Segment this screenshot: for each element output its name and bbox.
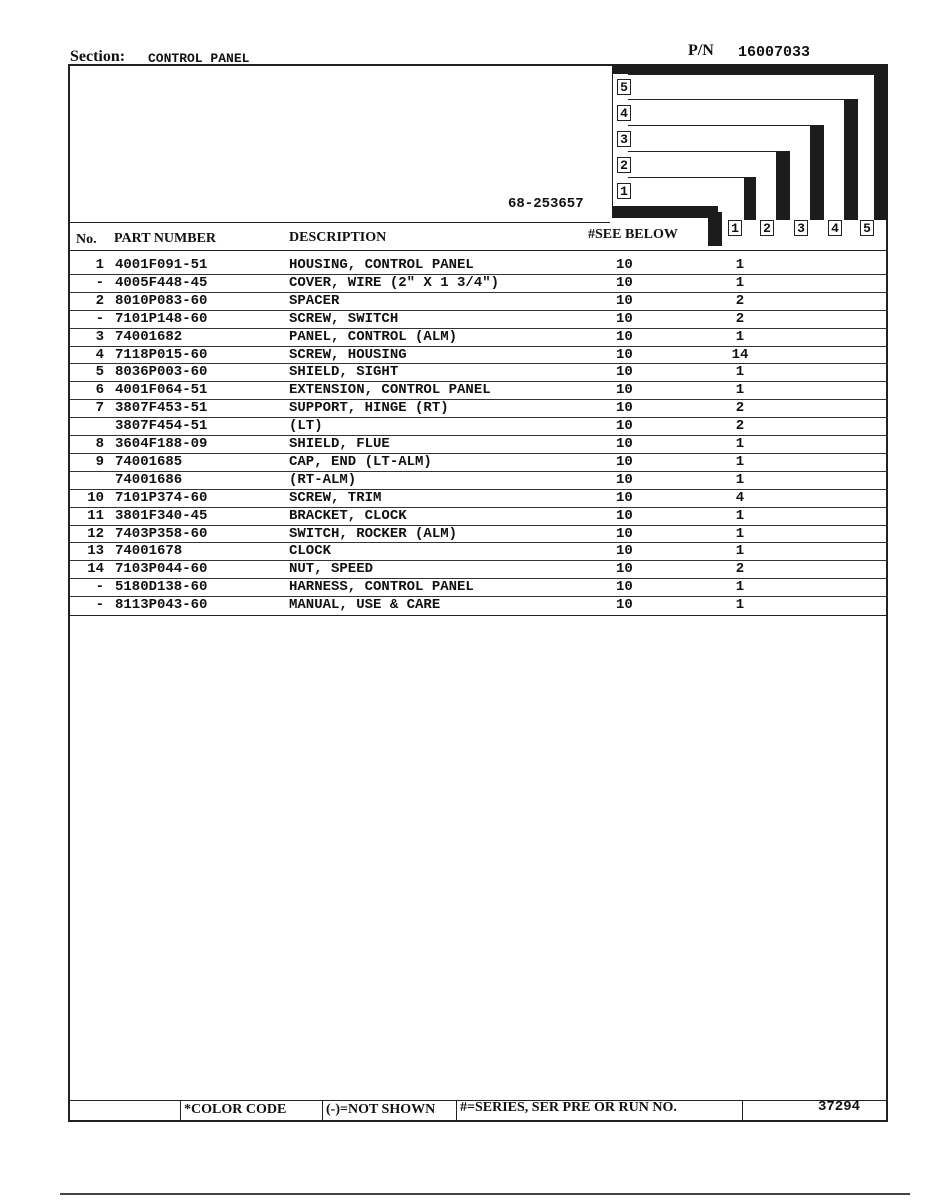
row-part-number: 4005F448-45	[115, 275, 208, 291]
table-row	[70, 579, 890, 596]
row-description: HARNESS, CONTROL PANEL	[289, 579, 474, 595]
column-box-2: 2	[760, 220, 774, 236]
row-no: -	[95, 579, 104, 595]
row-divider	[70, 292, 888, 293]
row-series: 10	[616, 490, 633, 506]
row-part-number: 7118P015-60	[115, 347, 208, 363]
row-part-number: 4001F091-51	[115, 257, 208, 273]
row-series: 10	[616, 275, 633, 291]
row-divider	[70, 417, 888, 418]
series-box-2: 2	[617, 157, 631, 173]
scan-edge-line	[60, 1193, 910, 1195]
row-divider	[70, 274, 888, 275]
row-quantity: 1	[735, 257, 745, 273]
row-part-number: 3807F454-51	[115, 418, 208, 434]
row-quantity: 1	[735, 472, 745, 488]
table-row	[70, 436, 890, 453]
row-no: 11	[87, 508, 104, 524]
row-no: -	[95, 275, 104, 291]
row-quantity: 1	[735, 508, 745, 524]
row-divider	[70, 578, 888, 579]
row-no: 9	[95, 454, 104, 470]
row-series: 10	[616, 526, 633, 542]
series-box-4: 4	[617, 105, 631, 121]
row-divider	[70, 453, 888, 454]
col-part-number: PART NUMBER	[114, 231, 217, 246]
row-divider	[70, 507, 888, 508]
row-no: 6	[95, 382, 104, 398]
row-series: 10	[616, 454, 633, 470]
column-box-5: 5	[860, 220, 874, 236]
row-no: 1	[95, 257, 104, 273]
row-divider	[70, 310, 888, 311]
row-quantity: 1	[735, 436, 745, 452]
row-series: 10	[616, 382, 633, 398]
table-row	[70, 364, 890, 381]
col-see-below: #SEE BELOW	[588, 227, 678, 242]
table-row	[70, 597, 890, 614]
row-description: HOUSING, CONTROL PANEL	[289, 257, 474, 273]
row-quantity: 2	[735, 561, 745, 577]
section-value: CONTROL PANEL	[148, 51, 250, 66]
row-description: EXTENSION, CONTROL PANEL	[289, 382, 491, 398]
row-series: 10	[616, 508, 633, 524]
row-quantity: 2	[735, 418, 745, 434]
footer-series-note: #=SERIES, SER PRE OR RUN NO.	[460, 1100, 677, 1115]
row-quantity: 1	[735, 579, 745, 595]
row-no: -	[95, 597, 104, 613]
row-series: 10	[616, 311, 633, 327]
row-series: 10	[616, 347, 633, 363]
row-part-number: 74001686	[115, 472, 183, 488]
row-quantity: 1	[735, 597, 745, 613]
row-no: 12	[87, 526, 104, 542]
row-description: CLOCK	[289, 543, 332, 559]
row-divider	[70, 435, 888, 436]
row-series: 10	[616, 329, 633, 345]
row-divider	[70, 489, 888, 490]
row-description: SWITCH, ROCKER (ALM)	[289, 526, 458, 542]
table-row	[70, 275, 890, 292]
section-label: Section:	[70, 48, 126, 65]
row-description: SCREW, SWITCH	[289, 311, 399, 327]
series-box-5: 5	[617, 79, 631, 95]
pn-value: 16007033	[738, 44, 811, 61]
row-divider	[70, 596, 888, 597]
row-divider	[70, 525, 888, 526]
row-no: -	[95, 311, 104, 327]
table-row	[70, 526, 890, 543]
table-row	[70, 347, 890, 364]
row-divider	[70, 346, 888, 347]
model-number: 68-253657	[508, 196, 584, 212]
table-row	[70, 329, 890, 346]
col-no: No.	[76, 232, 97, 247]
footer-doc-number: 37294	[818, 1099, 861, 1115]
row-no: 10	[87, 490, 104, 506]
row-no: 5	[95, 364, 104, 380]
row-no: 3	[95, 329, 104, 345]
row-quantity: 14	[731, 347, 749, 363]
row-part-number: 74001682	[115, 329, 183, 345]
row-no: 7	[95, 400, 104, 416]
table-row	[70, 400, 890, 417]
row-quantity: 2	[735, 293, 745, 309]
row-series: 10	[616, 472, 633, 488]
row-series: 10	[616, 257, 633, 273]
row-quantity: 2	[735, 311, 745, 327]
row-quantity: 1	[735, 329, 745, 345]
row-part-number: 74001678	[115, 543, 183, 559]
row-no: 8	[95, 436, 104, 452]
table-row	[70, 561, 890, 578]
footer-not-shown: (-)=NOT SHOWN	[326, 1102, 436, 1117]
row-part-number: 7403P358-60	[115, 526, 208, 542]
row-no: 2	[95, 293, 104, 309]
row-description: PANEL, CONTROL (ALM)	[289, 329, 458, 345]
row-series: 10	[616, 597, 633, 613]
row-part-number: 74001685	[115, 454, 183, 470]
row-part-number: 3801F340-45	[115, 508, 208, 524]
table-row	[70, 311, 890, 328]
table-row	[70, 472, 890, 489]
col-description: DESCRIPTION	[289, 230, 387, 245]
row-quantity: 4	[735, 490, 745, 506]
row-series: 10	[616, 561, 633, 577]
table-row	[70, 418, 890, 435]
row-part-number: 8036P003-60	[115, 364, 208, 380]
row-no: 4	[95, 347, 104, 363]
row-description: SPACER	[289, 293, 340, 309]
row-divider	[70, 560, 888, 561]
row-part-number: 7101P148-60	[115, 311, 208, 327]
row-series: 10	[616, 364, 633, 380]
row-part-number: 8113P043-60	[115, 597, 208, 613]
row-quantity: 1	[735, 364, 745, 380]
series-box-3: 3	[617, 131, 631, 147]
table-row	[70, 543, 890, 560]
row-description: COVER, WIRE (2" X 1 3/4")	[289, 275, 500, 291]
row-quantity: 1	[735, 526, 745, 542]
row-part-number: 3807F453-51	[115, 400, 208, 416]
row-description: NUT, SPEED	[289, 561, 374, 577]
row-no: 13	[87, 543, 104, 559]
row-description: BRACKET, CLOCK	[289, 508, 407, 524]
row-quantity: 1	[735, 543, 745, 559]
row-series: 10	[616, 436, 633, 452]
row-quantity: 2	[735, 400, 745, 416]
footer-color-code: *COLOR CODE	[184, 1102, 287, 1117]
row-part-number: 3604F188-09	[115, 436, 208, 452]
row-description: SHIELD, FLUE	[289, 436, 390, 452]
table-row	[70, 382, 890, 399]
row-description: SCREW, HOUSING	[289, 347, 407, 363]
row-series: 10	[616, 543, 633, 559]
row-part-number: 4001F064-51	[115, 382, 208, 398]
column-box-1: 1	[728, 220, 742, 236]
row-quantity: 1	[735, 275, 745, 291]
row-quantity: 1	[735, 382, 745, 398]
row-description: (RT-ALM)	[289, 472, 357, 488]
table-row	[70, 257, 890, 274]
row-description: (LT)	[289, 418, 323, 434]
column-box-3: 3	[794, 220, 808, 236]
row-divider	[70, 399, 888, 400]
row-series: 10	[616, 400, 633, 416]
row-description: SUPPORT, HINGE (RT)	[289, 400, 449, 416]
row-part-number: 7101P374-60	[115, 490, 208, 506]
column-box-4: 4	[828, 220, 842, 236]
row-series: 10	[616, 293, 633, 309]
row-part-number: 8010P083-60	[115, 293, 208, 309]
row-description: SCREW, TRIM	[289, 490, 382, 506]
row-divider	[70, 542, 888, 543]
row-part-number: 5180D138-60	[115, 579, 208, 595]
row-divider	[70, 471, 888, 472]
row-divider	[70, 381, 888, 382]
series-box-1: 1	[617, 183, 631, 199]
row-series: 10	[616, 579, 633, 595]
row-series: 10	[616, 418, 633, 434]
table-row	[70, 454, 890, 471]
row-part-number: 7103P044-60	[115, 561, 208, 577]
row-no: 14	[87, 561, 104, 577]
pn-label: P/N	[688, 42, 714, 59]
table-row	[70, 508, 890, 525]
row-description: SHIELD, SIGHT	[289, 364, 399, 380]
row-divider	[70, 328, 888, 329]
row-description: CAP, END (LT-ALM)	[289, 454, 432, 470]
row-description: MANUAL, USE & CARE	[289, 597, 441, 613]
row-divider	[70, 363, 888, 364]
table-row	[70, 490, 890, 507]
row-quantity: 1	[735, 454, 745, 470]
table-row	[70, 293, 890, 310]
